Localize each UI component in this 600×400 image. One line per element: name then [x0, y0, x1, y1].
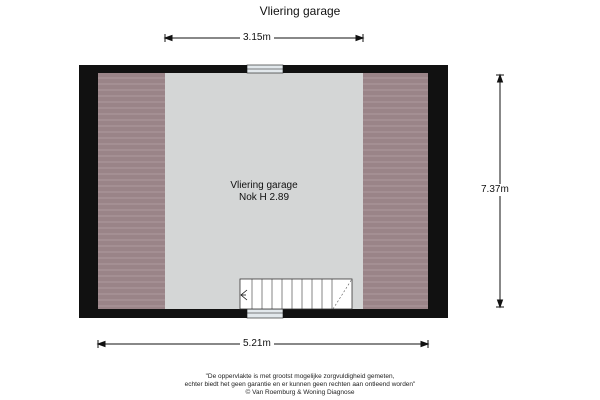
disclaimer-line-2: echter biedt het geen garantie en er kunnen geen rechten aan ontleend worden"	[184, 381, 416, 388]
sloped-roof-right	[363, 73, 428, 309]
sloped-roof-left	[98, 73, 165, 309]
roof-window-bottom	[247, 309, 283, 318]
roof-window-top	[247, 65, 283, 73]
height-label: 7.37m	[478, 184, 512, 196]
bottom-width-label: 5.21m	[240, 338, 274, 350]
room-name: Vliering garage	[230, 180, 298, 191]
top-width-label: 3.15m	[240, 32, 274, 44]
copyright-line: © Van Roemburg & Woning Diagnose	[245, 389, 355, 396]
staircase	[240, 279, 352, 309]
disclaimer-line-1: "De oppervlakte is met grootst mogelijke zorgvuldigheid gemeten,	[205, 373, 395, 380]
room-label	[165, 180, 363, 204]
disclaimer	[0, 373, 600, 397]
ridge-height: Nok H 2.89	[238, 192, 290, 203]
plan-title: Vliering garage	[259, 4, 341, 18]
